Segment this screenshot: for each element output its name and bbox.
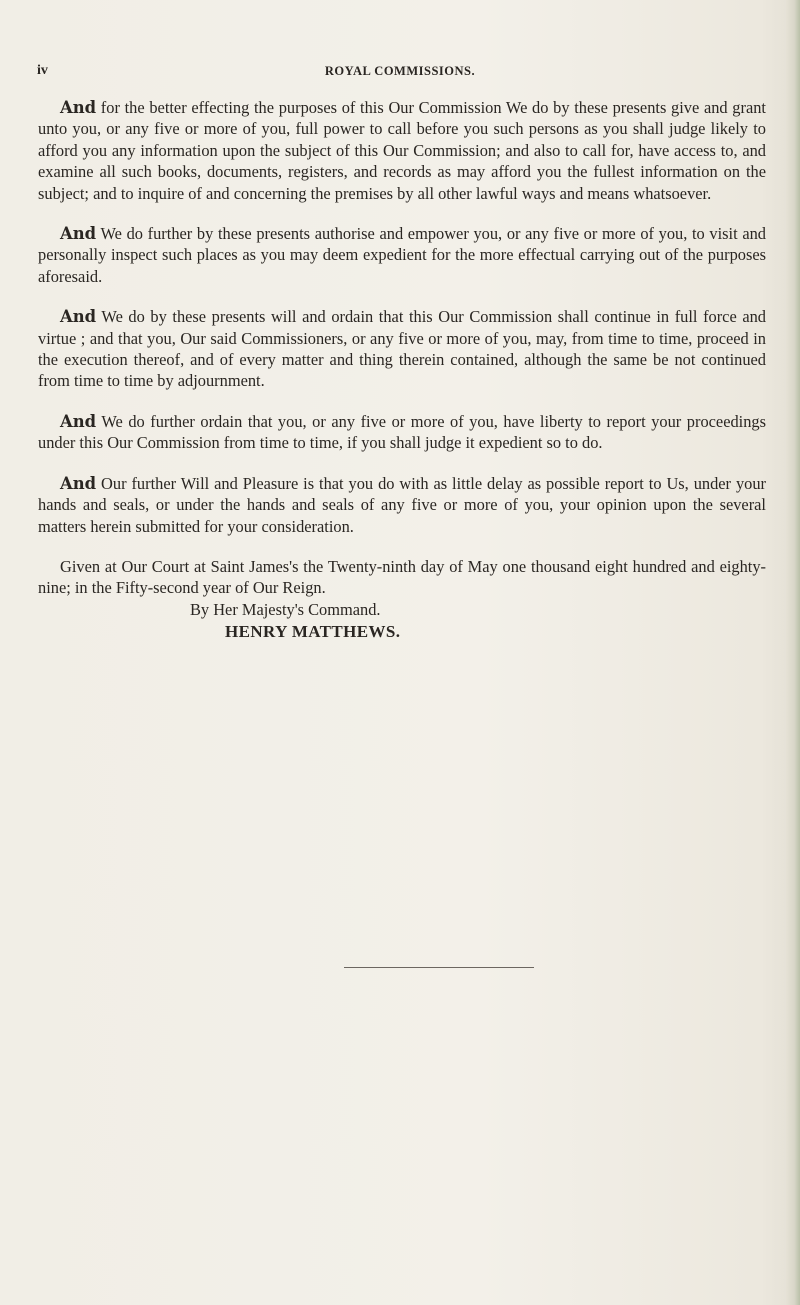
running-title: ROYAL COMMISSIONS.: [324, 64, 476, 78]
command-line: By Her Majesty's Command.: [190, 599, 381, 619]
paragraph-text: We do further ordain that you, or any five or more of you, have liberty to report your proceedings under this Our Commission from time to time, if you shall judge it expedient so to do.: [38, 411, 766, 453]
signature: HENRY MATTHEWS.: [225, 622, 401, 642]
paragraph: [38, 223, 766, 287]
paragraph-initial: And: [60, 224, 97, 244]
paragraph-initial: And: [60, 98, 97, 117]
paragraph: [38, 411, 766, 454]
paragraph: [38, 306, 766, 392]
page-header: [37, 63, 763, 83]
paragraph-text: We do by these presents will and ordain that this Our Commission shall continue in full force and virtue ; and that you, Our said Commissioners, or any five or more of you, may, from time to time, proceed in the execution thereof, and of every matter and thing therein contained, although the same be not continued from time to time by adjournment.: [38, 307, 766, 391]
paragraph-initial: And: [60, 307, 97, 327]
paragraph-initial: And: [60, 473, 97, 493]
closing-rule: [344, 967, 534, 968]
paragraph-text: Our further Will and Pleasure is that you do with as little delay as possible report to Us, under your hands and seals, or under the hands and seals of any five or more of you, your opinion upon the several matters herein submitted for your consideration.: [38, 473, 766, 536]
paragraph: [38, 473, 766, 537]
paragraph-initial: And: [60, 411, 97, 431]
paragraph-text: We do further by these presents authorise and empower you, or any five or more of you, to visit and personally inspect such places as you may deem expedient for the more effectual carrying out of the purposes aforesaid.: [38, 224, 766, 286]
paragraph: [38, 97, 766, 204]
given-at-clause: Given at Our Court at Saint James's the Twenty-ninth day of May one thousand eight hundred and eighty-nine; in the Fifty-second year of Our Reign.: [38, 556, 766, 598]
page-number: iv: [37, 63, 48, 78]
paragraph-text: for the better effecting the purposes of this Our Commission We do by these presents give and grant unto you, or any five or more of you, full power to call before you such persons as you shall judge likely to afford you any information upon the subject of this Our Commission; and also to call for, have access to, and examine all such books, documents, registers, and records as may afford you the fullest information on the subject; and to inquire of and concerning the premises by all other lawful ways and means whatsoever.: [38, 98, 766, 203]
page-edge: [786, 0, 800, 1305]
commission-text: [38, 97, 766, 642]
